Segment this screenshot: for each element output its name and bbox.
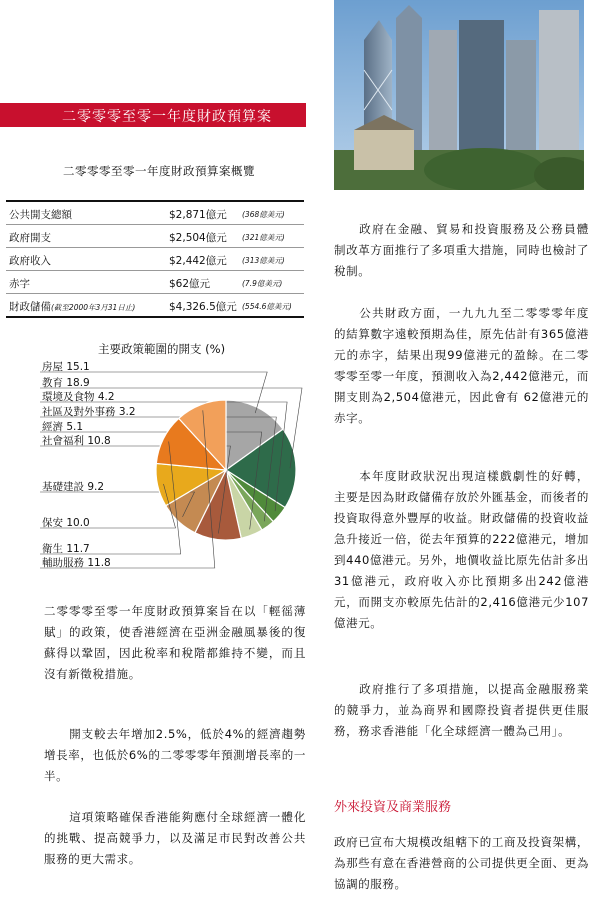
pie-chart-title: 主要政策範圍的開支 (%) bbox=[98, 342, 226, 356]
pie-label: 教育 18.9 bbox=[42, 377, 90, 389]
pie-label: 社會福利 10.8 bbox=[42, 435, 111, 447]
left-paragraph-1: 二零零零至零一年度財政預算案旨在以「輕徭薄賦」的政策，使香港經濟在亞洲金融風暴後的復蘇得以鞏固，因此稅率和稅階都維持不變，而且沒有新徵稅措施。 bbox=[44, 604, 306, 681]
table-row bbox=[6, 294, 304, 316]
table-row bbox=[6, 248, 304, 271]
title-banner bbox=[0, 103, 306, 127]
table-row bbox=[6, 225, 304, 248]
right-paragraph-3: 本年度財政狀況出現這樣戲劇性的好轉，主要是因為財政儲備存放於外匯基金，而後者的投資取得意外豐厚的收益。財政儲備的投資收益急升接近一倍，從去年預算的222億港元，增加到440億港元。另外，地價收益比原先估計多出31億港元，政府收入亦比預期多出242億港元，而開支亦較原先估計的2,416億港元少107億港元。 bbox=[334, 469, 589, 630]
right-paragraph-1: 政府在金融、貿易和投資服務及公務員體制改革方面推行了多項重大措施，同時也檢討了稅制。 bbox=[334, 222, 589, 278]
left-paragraph-2: 開支較去年增加2.5%，低於4%的經濟趨勢增長率，也低於6%的二零零零年預測增長率的一半。 bbox=[44, 727, 306, 783]
table-row bbox=[6, 202, 304, 225]
pie-label: 衛生 11.7 bbox=[42, 543, 90, 555]
skyline-photo bbox=[334, 0, 584, 190]
row-value: $2,442億元 bbox=[169, 255, 227, 267]
row-note: (截至2000年3月31日止) bbox=[51, 303, 136, 312]
pie-label: 環境及食物 4.2 bbox=[42, 391, 115, 403]
row-label: 政府開支 bbox=[9, 232, 51, 244]
right-paragraph-2: 公共財政方面，一九九九至二零零零年度的結算數字遠較預期為佳，原先估計有365億港元的赤字，結果出現99億港元的盈餘。在二零零零至零一年度，預測收入為2,442億港元，而開支則為2,504億港元，因此會有 62億港元的赤字。 bbox=[334, 306, 589, 425]
row-value: $2,871億元 bbox=[169, 209, 227, 221]
pie-chart bbox=[0, 358, 310, 580]
table-title: 二零零零至零一年度財政預算案概覽 bbox=[63, 164, 255, 178]
row-usd: (321億美元) bbox=[242, 233, 285, 242]
table-row bbox=[6, 271, 304, 294]
row-label: 公共開支總額 bbox=[9, 209, 72, 221]
right-paragraph-5: 政府已宣布大規模改組轄下的工商及投資架構，為那些有意在香港營商的公司提供更全面、更為協調的服務。 bbox=[334, 835, 589, 891]
row-value: $2,504億元 bbox=[169, 232, 227, 244]
right-paragraph-4: 政府推行了多項措施，以提高金融服務業的競爭力，並為商界和國際投資者提供更佳服務，務求香港能「化全球經濟一體為己用」。 bbox=[334, 682, 589, 738]
row-usd: (7.9億美元) bbox=[242, 279, 283, 288]
row-value: $4,326.5億元 bbox=[169, 301, 237, 313]
row-label: 赤字 bbox=[9, 278, 30, 290]
pie-label: 經濟 5.1 bbox=[42, 421, 84, 433]
row-label-text: 財政儲備 bbox=[9, 301, 51, 313]
pie-label: 基礎建設 9.2 bbox=[42, 481, 105, 493]
pie-label: 社區及對外事務 3.2 bbox=[42, 406, 136, 418]
row-value: $62億元 bbox=[169, 278, 211, 290]
pie-label: 保安 10.0 bbox=[42, 517, 90, 529]
left-paragraph-3: 這項策略確保香港能夠應付全球經濟一體化的挑戰、提高競爭力，以及滿足市民對改善公共服務的更大需求。 bbox=[44, 810, 306, 866]
row-label bbox=[9, 299, 135, 314]
row-label: 政府收入 bbox=[9, 255, 51, 267]
page-title: 二零零零至零一年度財政預算案 bbox=[62, 109, 272, 125]
row-usd: (313億美元) bbox=[242, 256, 285, 265]
row-usd: (368億美元) bbox=[242, 210, 285, 219]
pie-label: 輔助服務 11.8 bbox=[42, 557, 111, 569]
pie-label: 房屋 15.1 bbox=[42, 361, 90, 373]
row-usd: (554.6億美元) bbox=[242, 302, 292, 311]
section-heading: 外來投資及商業服務 bbox=[334, 800, 452, 815]
budget-summary-table bbox=[6, 200, 304, 318]
